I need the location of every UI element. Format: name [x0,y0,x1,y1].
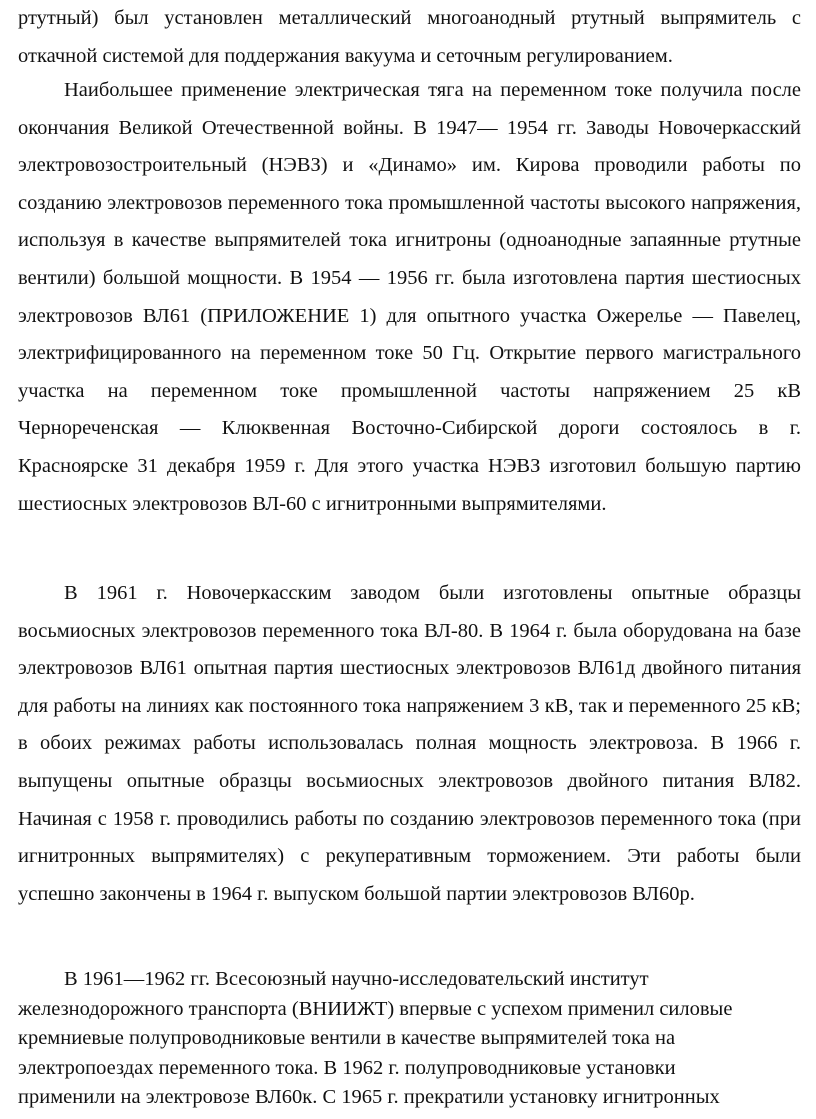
paragraph-vniizht-semiconductors: В 1961—1962 гг. Всесоюзный научно-исследовательский институт железнодорожного транспорта (ВНИИЖТ) впервые с успехом применил силовые кремниевые полупроводниковые вентили в качестве выпрямителей тока на электропоездах переменного тока. В 1962 г. полупроводниковые установки применили на электровозе ВЛ60к. С 1965 г. прекратили установку игнитронных [18,968,733,1108]
paragraph-postwar-traction: Наибольшее применение электрическая тяга на переменном токе получила после окончания Великой Отечественной войны. В 1947— 1954 гг. Заводы Новочеркасский электровозостроительный (НЭВЗ) и «Динамо» им. Кирова проводили работы по созданию электровозов переменного тока промышленной частоты высокого напряжения, используя в качестве выпрямителей тока игнитроны (одноанодные запаянные ртутные вентили) большой мощности. В 1954 — 1956 гг. была изготовлена партия шестиосных электровозов ВЛ61 (ПРИЛОЖЕНИЕ 1) для опытного участка Ожерелье — Павелец, электрифицированного на переменном токе 50 Гц. Открытие первого магистрального участка на переменном токе промышленной частоты напряжением 25 кВ Чернореченская — Клюквенная Восточно-Сибирской дороги состоялось в г. Красноярске 31 декабря 1959 г. Для этого участка НЭВЗ изготовил большую партию шестиосных электровозов ВЛ-60 с игнитронными выпрямителями. [18,79,801,515]
paragraph-continuation: ртутный) был установлен металлический многоанодный ртутный выпрямитель с откачной системой для поддержания вакуума и сеточным регулированием. [18,7,801,67]
paragraph-vl80-development: В 1961 г. Новочеркасским заводом были изготовлены опытные образцы восьмиосных электровозов переменного тока ВЛ-80. В 1964 г. была оборудована на базе электровозов ВЛ61 опытная партия шестиосных электровозов ВЛ61д двойного питания для работы на линиях как постоянного тока напряжением 3 кВ, так и переменного 25 кВ; в обоих режимах работы использовалась полная мощность электровоза. В 1966 г. выпущены опытные образцы восьмиосных электровозов двойного питания ВЛ82. Начиная с 1958 г. проводились работы по созданию электровозов переменного тока (при игнитронных выпрямителях) с рекуперативным торможением. Эти работы были успешно закончены в 1964 г. выпуском большой партии электровозов ВЛ60р. [18,582,801,905]
